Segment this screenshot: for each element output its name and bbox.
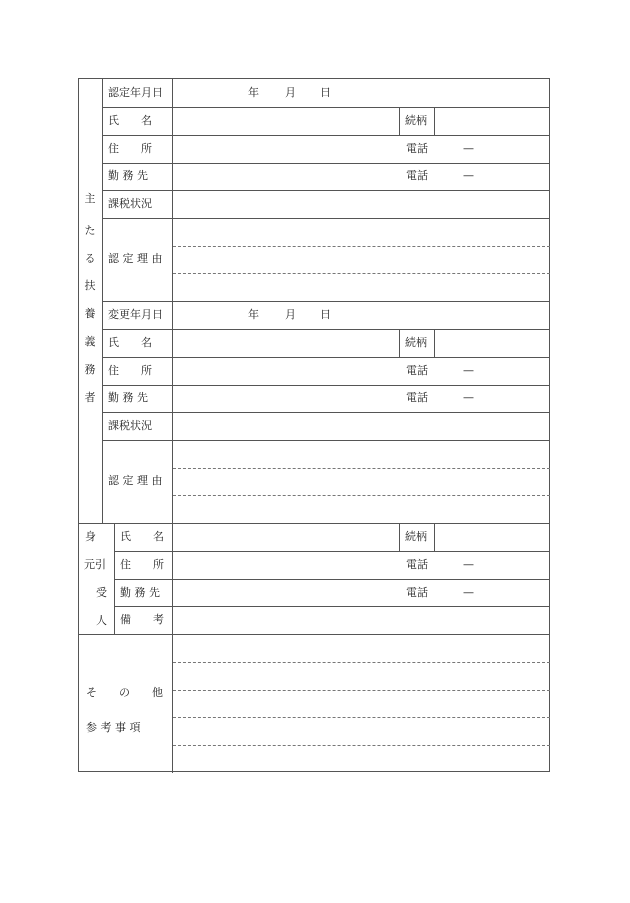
section-title-char: 養: [84, 307, 96, 320]
date-day: 日: [320, 86, 331, 99]
other-label: そ の 他: [86, 686, 163, 699]
section-title-char: 扶: [84, 279, 96, 292]
dashed-line: [173, 273, 550, 274]
tax-status-label: 課税状況: [108, 197, 152, 210]
section-title-char: る: [84, 252, 96, 265]
dashed-line: [173, 662, 550, 663]
phone-label: 電話: [406, 142, 428, 155]
phone-label: 電話: [406, 364, 428, 377]
dashed-line: [173, 468, 550, 469]
relation-label: 続柄: [405, 530, 427, 543]
name-label: 氏 名: [108, 114, 152, 127]
employer-phone-dash: —: [463, 169, 474, 182]
divider: [102, 412, 550, 413]
remarks-label: 備 考: [120, 613, 164, 626]
relation-label: 続柄: [405, 336, 427, 349]
change-date-label: 変更年月日: [108, 308, 163, 321]
dashed-line: [173, 246, 550, 247]
divider: [114, 551, 550, 552]
reason-label: 認 定 理 由: [108, 474, 163, 487]
relation-label: 続柄: [405, 114, 427, 127]
employer-phone-label: 電話: [406, 391, 428, 404]
divider: [102, 329, 550, 330]
divider: [102, 135, 550, 136]
divider: [434, 329, 435, 357]
phone-label: 電話: [406, 558, 428, 571]
employer-phone-label: 電話: [406, 169, 428, 182]
dashed-line: [173, 745, 550, 746]
date-day: 日: [320, 308, 331, 321]
divider: [102, 107, 550, 108]
address-label: 住 所: [108, 142, 152, 155]
date-month: 月: [285, 308, 296, 321]
divider: [399, 107, 400, 135]
phone-dash: —: [463, 364, 474, 377]
divider: [399, 329, 400, 357]
divider: [102, 440, 550, 441]
section-title-char: 務: [84, 363, 96, 376]
divider: [399, 523, 400, 551]
divider: [434, 107, 435, 135]
section-title-char: 者: [84, 391, 96, 404]
employer-phone-label: 電話: [406, 586, 428, 599]
divider: [102, 218, 550, 219]
date-month: 月: [285, 86, 296, 99]
date-label: 認定年月日: [108, 86, 163, 99]
employer-phone-dash: —: [463, 586, 474, 599]
address-label: 住 所: [120, 558, 164, 571]
guarantor-title-char: 身: [85, 530, 96, 543]
guarantor-title-char: 元引: [84, 558, 106, 571]
date-year: 年: [248, 86, 259, 99]
section-title-char: た: [84, 224, 96, 237]
employer-phone-dash: —: [463, 391, 474, 404]
date-year: 年: [248, 308, 259, 321]
phone-dash: —: [463, 142, 474, 155]
address-label: 住 所: [108, 364, 152, 377]
section-title-char: 主: [84, 192, 96, 205]
divider: [172, 79, 173, 773]
reference-label: 参 考 事 項: [86, 721, 141, 734]
divider: [102, 357, 550, 358]
section-title-char: 義: [84, 335, 96, 348]
divider: [102, 190, 550, 191]
divider: [79, 634, 550, 635]
dashed-line: [173, 690, 550, 691]
guarantor-title-char: 人: [96, 614, 107, 627]
guarantor-title-char: 受: [96, 586, 107, 599]
divider: [102, 385, 550, 386]
dashed-line: [173, 717, 550, 718]
phone-dash: —: [463, 558, 474, 571]
divider: [79, 523, 550, 524]
divider: [102, 163, 550, 164]
tax-status-label: 課税状況: [108, 419, 152, 432]
divider: [114, 579, 550, 580]
employer-label: 勤 務 先: [108, 169, 148, 182]
divider: [434, 523, 435, 551]
form-table: [78, 78, 550, 772]
employer-label: 勤 務 先: [108, 391, 148, 404]
dashed-line: [173, 495, 550, 496]
employer-label: 勤 務 先: [120, 586, 160, 599]
name-label: 氏 名: [120, 530, 164, 543]
divider: [102, 301, 550, 302]
reason-label: 認 定 理 由: [108, 252, 163, 265]
name-label: 氏 名: [108, 336, 152, 349]
divider: [114, 606, 550, 607]
